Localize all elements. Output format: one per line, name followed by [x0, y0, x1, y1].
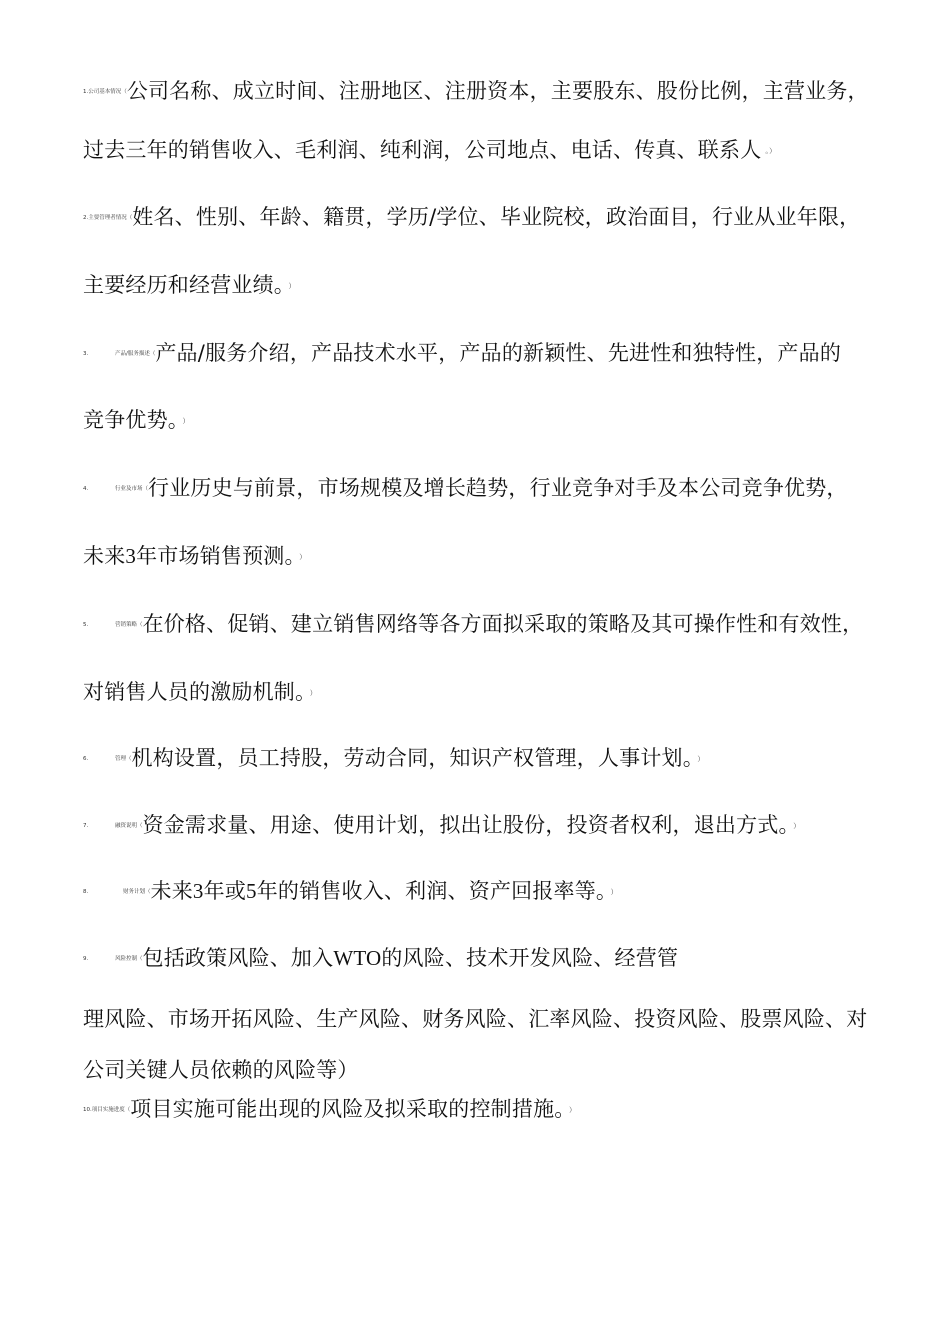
item-7-label: 融资说明（: [115, 823, 143, 829]
item-7-number: 7.: [83, 823, 89, 829]
item-3-label: 产品/服务描述（: [115, 351, 156, 357]
item-1-line-1: [83, 77, 869, 105]
item-5-line-2: [83, 678, 317, 707]
item-3-text-2: 竞争优势。: [83, 408, 179, 432]
item-2-number: 2.: [83, 215, 89, 221]
item-1-line-2: [83, 136, 776, 165]
item-3-line-1: [83, 339, 841, 367]
item-10-label: 项目实施进度（: [91, 1107, 131, 1113]
item-9-label: 风险控制（: [115, 956, 143, 962]
item-5-line-1: [83, 610, 863, 638]
item-8-line-1: [83, 877, 618, 906]
item-6-label: 管理（: [115, 756, 132, 762]
item-7-text-1: 资金需求量、用途、使用计划，拟出让股份，投资者权利，退出方式。: [142, 813, 790, 837]
item-9-line-2: [83, 1005, 867, 1033]
item-1-text-1: 公司名称、成立时间、注册地区、注册资本，主要股东、股份比例，主营业务，: [126, 79, 869, 103]
item-3-close: ）: [182, 417, 190, 425]
item-9-text-1: 包括政策风险、加入WTO的风险、技术开发风险、经营管: [142, 946, 679, 970]
item-5-text-1: 在价格、促销、建立销售网络等各方面拟采取的策略及其可操作性和有效性，: [142, 612, 864, 636]
item-5-label: 营销策略（: [115, 622, 143, 628]
item-8-text-1: 未来3年或5年的销售收入、利润、资产回报率等。: [150, 879, 607, 903]
item-5-close: ）: [309, 689, 317, 697]
item-4-line-1: [83, 474, 848, 502]
item-6-text-1: 机构设置，员工持股，劳动合同，知识产权管理，人事计划。: [131, 746, 694, 770]
item-7-line-1: [83, 811, 800, 840]
item-1-text-2: 过去三年的销售收入、毛利润、纯利润，公司地点、电话、传真、联系人: [83, 138, 762, 162]
item-4-number: 4.: [83, 486, 89, 492]
item-9-line-3: [83, 1056, 359, 1084]
item-2-text-2: 主要经历和经营业绩。: [83, 273, 285, 297]
item-10-line-1: [83, 1095, 576, 1124]
item-4-label: 行业及市场（: [115, 486, 149, 492]
item-2-text-1: 姓名、性别、年龄、籍贯，学历/学位、毕业院校，政治面目，行业从业年限，: [132, 205, 861, 229]
item-5-text-2: 对销售人员的激励机制。: [83, 680, 306, 704]
item-1-close: 。）: [765, 147, 777, 155]
item-9-line-1: [83, 944, 678, 972]
item-10-number: 10.: [83, 1107, 92, 1113]
item-6-line-1: [83, 744, 705, 773]
item-8-number: 8.: [83, 889, 89, 895]
item-5-number: 5.: [83, 622, 89, 628]
item-9-text-3: 公司关键人员依赖的风险等）: [83, 1058, 359, 1082]
item-8-close: ）: [610, 888, 618, 896]
item-1-number: 1.: [83, 89, 89, 95]
item-10-close: ）: [568, 1106, 577, 1114]
item-4-close: ）: [299, 553, 307, 561]
item-2-line-1: [83, 203, 860, 231]
item-3-number: 3.: [83, 351, 89, 357]
item-3-line-2: [83, 406, 190, 435]
item-3-text-1: 产品/服务介绍，产品技术水平，产品的新颖性、先进性和独特性，产品的: [155, 341, 842, 365]
item-7-close: ）: [793, 822, 801, 830]
item-10-text-1: 项目实施可能出现的风险及拟采取的控制措施。: [130, 1097, 565, 1121]
item-9-text-2: 理风险、市场开拓风险、生产风险、财务风险、汇率风险、投资风险、股票风险、对: [83, 1007, 868, 1031]
item-4-text-1: 行业历史与前景，市场规模及增长趋势，行业竞争对手及本公司竞争优势，: [148, 476, 848, 500]
item-6-number: 6.: [83, 756, 89, 762]
item-2-close: ）: [288, 282, 296, 290]
item-8-label: 财务计划（: [123, 889, 151, 895]
item-2-label: 主要管理者情况（: [88, 215, 133, 221]
item-4-text-2: 未来3年市场销售预测。: [83, 544, 296, 568]
item-4-line-2: [83, 542, 306, 571]
item-1-label: 公司基本情况（: [88, 89, 127, 95]
item-9-number: 9.: [83, 956, 89, 962]
item-6-close: ）: [697, 755, 705, 763]
item-2-line-2: [83, 271, 296, 300]
